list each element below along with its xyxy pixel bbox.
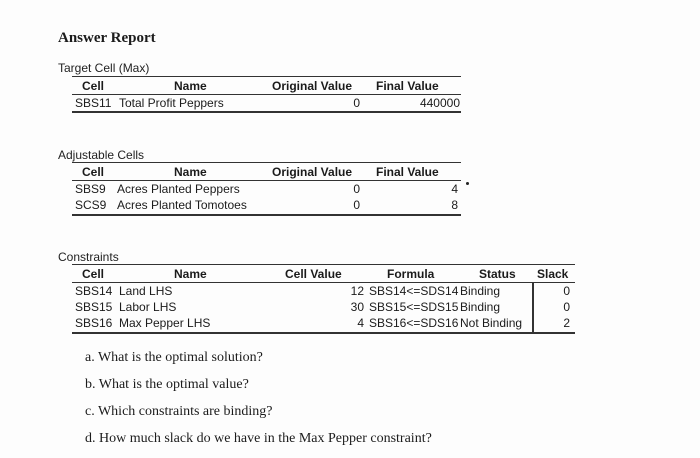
target-header-final: Final Value [376,79,439,93]
row-cell-value: 4 [357,316,364,330]
report-title: Answer Report [58,30,156,46]
stray-dot [466,182,469,185]
constraints-header-status: Status [479,267,516,281]
row-original-value: 0 [353,182,360,196]
row-final-value: 4 [451,182,458,196]
table-rule [72,264,575,265]
row-status: Not Binding [460,316,523,330]
row-cell: SBS14 [75,284,113,298]
row-name: Labor LHS [119,300,177,314]
table-rule [72,180,461,181]
row-name: Max Pepper LHS [119,316,211,330]
question-b: b. What is the optimal value? [85,377,249,392]
slack-column-divider [532,282,534,332]
adjustable-cells-section-title: Adjustable Cells [58,148,145,162]
row-cell: SBS15 [75,300,113,314]
row-slack: 2 [563,316,570,330]
target-header-name: Name [174,79,207,93]
table-rule [72,94,461,95]
table-rule [72,282,575,283]
constraints-header-name: Name [174,267,207,281]
constraints-header-cell-value: Cell Value [285,267,342,281]
adjustable-header-cell: Cell [82,165,105,179]
table-rule [72,76,461,77]
row-status: Binding [460,300,501,314]
table-rule [72,111,461,113]
row-original-value: 0 [353,198,360,212]
row-slack: 0 [563,300,570,314]
table-rule [72,162,461,163]
row-final-value: 440000 [419,96,460,110]
row-name: Acres Planted Tomotoes [117,198,247,212]
row-cell: SCS9 [75,198,107,212]
row-cell: SBS11 [75,96,112,110]
adjustable-header-original: Original Value [272,165,353,179]
row-formula: SBS16<=SDS16 [369,316,459,330]
row-cell-value: 30 [350,300,364,314]
table-rule [72,214,461,216]
row-slack: 0 [563,284,570,298]
row-status: Binding [460,284,501,298]
row-cell: SBS9 [75,182,106,196]
row-name: Total Profit Peppers [119,96,224,110]
row-formula: SBS14<=SDS14 [369,284,459,298]
row-final-value: 8 [451,198,458,212]
table-rule [72,332,575,334]
row-original-value: 0 [353,96,360,110]
constraints-header-cell: Cell [82,267,105,281]
question-d: d. How much slack do we have in the Max Pepper constraint? [85,431,432,446]
row-cell-value: 12 [350,284,364,298]
row-formula: SBS15<=SDS15 [369,300,459,314]
row-cell: SBS16 [75,316,113,330]
question-a: a. What is the optimal solution? [85,350,263,365]
adjustable-header-final: Final Value [376,165,439,179]
row-name: Acres Planted Peppers [117,182,240,196]
target-header-cell: Cell [82,79,105,93]
question-c: c. Which constraints are binding? [85,404,273,419]
target-header-original: Original Value [272,79,353,93]
constraints-section-title: Constraints [58,250,119,264]
constraints-header-slack: Slack [537,267,569,281]
row-name: Land LHS [119,284,173,298]
constraints-header-formula: Formula [387,267,435,281]
adjustable-header-name: Name [174,165,207,179]
target-cell-section-title: Target Cell (Max) [58,61,150,75]
